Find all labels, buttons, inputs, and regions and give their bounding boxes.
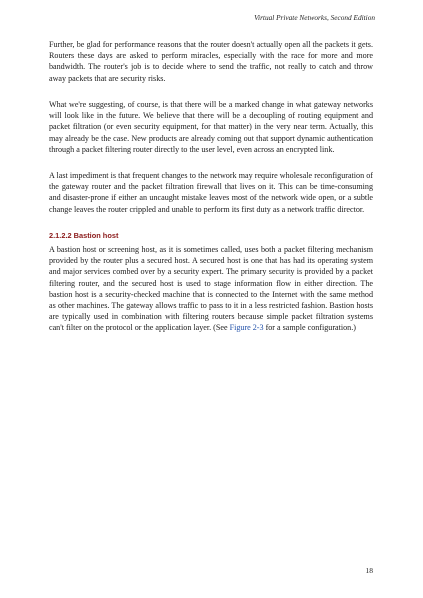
paragraph-bastion-host [49, 244, 373, 334]
section-heading-bastion-host: 2.1.2.2 Bastion host [49, 231, 119, 240]
page-number: 18 [365, 566, 373, 575]
bastion-text-before-link: A bastion host or screening host, as it is sometimes called, uses both a packet filtering mechanism provided by the router plus a secured host. A secured host is one that has had its operating system and major services combed over by a security expert. The primary security is provided by a packet filtering router, and the secured host is used to stage information flow in either direction. The bastion host is a security-checked machine that is connected to the Internet with the same method as other machines. The gateway allows traffic to pass to it in a less restricted fashion. Bastion hosts are typically used in combination with filtering routers because simple packet filtration systems can't filter on the protocol or the application layer. (See [49, 245, 373, 333]
figure-2-3-link[interactable]: Figure 2-3 [229, 323, 264, 333]
paragraph-gateway-future: What we're suggesting, of course, is that there will be a marked change in what gateway networks will look like in the future. We believe that there will be a decoupling of routing equipment and packet filtration (or even security equipment, for that matter) in the very near term. Actually, this may already be the case. New products are already coming out that support dynamic authentication through a packet filtering router directly to the user level, even across an encrypted link. [49, 100, 373, 154]
running-header: Virtual Private Networks, Second Edition [254, 13, 375, 22]
paragraph-router-performance: Further, be glad for performance reasons that the router doesn't actually open all the packets it gets. Routers these days are asked to perform miracles, especially with the race for more and more bandwidth. The router's job is to decide where to send the traffic, not really to catch and throw away packets that are security risks. [49, 40, 373, 83]
paragraph-last-impediment: A last impediment is that frequent changes to the network may require wholesale reconfiguration of the gateway router and the packet filtration firewall that lives on it. This can be time-consuming and disaster-prone if either an uncaught mistake leaves most of the network wide open, or a subtle change leaves the router crippled and unable to perform its first duty as a network traffic director. [49, 171, 373, 214]
bastion-text-after-link: for a sample configuration.) [263, 323, 356, 333]
